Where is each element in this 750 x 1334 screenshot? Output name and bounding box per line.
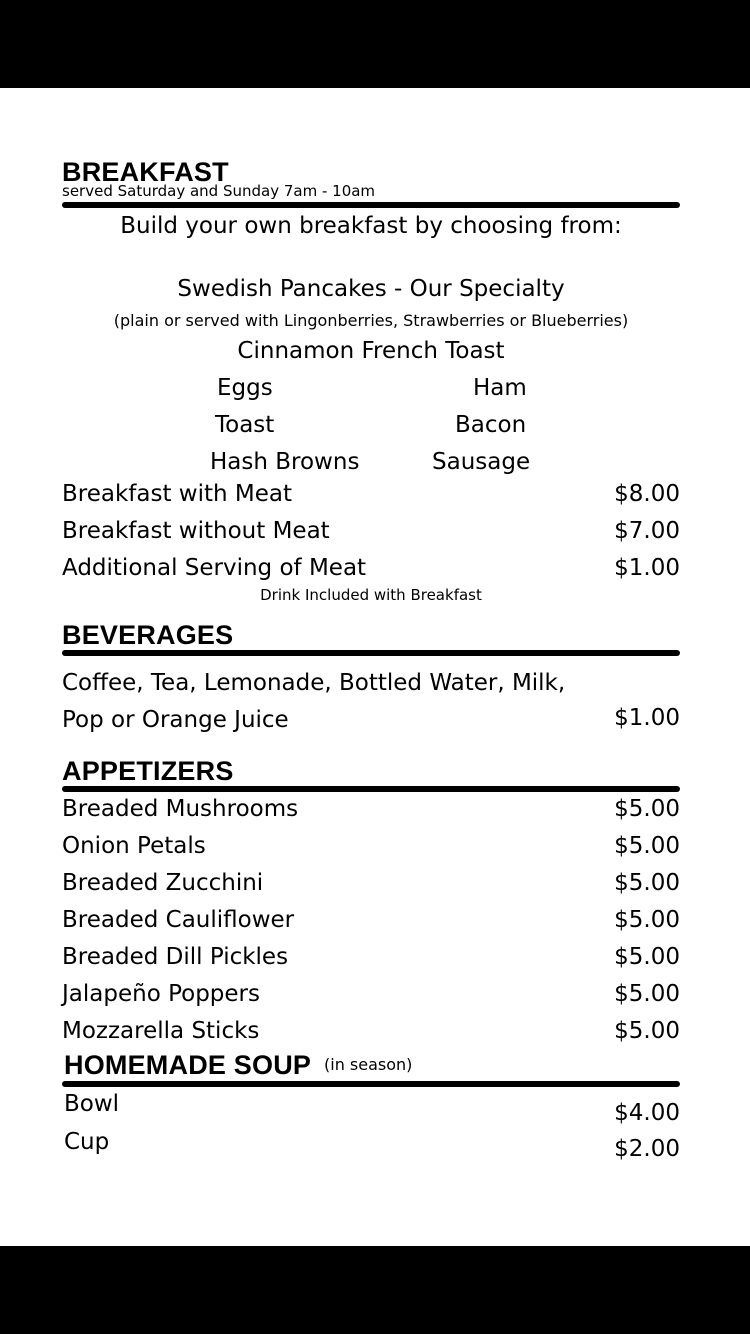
appetizer-item-name: Mozzarella Sticks [62, 1018, 260, 1044]
appetizers-title: APPETIZERS [62, 756, 234, 786]
beverages-price: $1.00 [614, 705, 680, 731]
menu-page [0, 88, 750, 1246]
breakfast-item-name: Additional Serving of Meat [62, 555, 367, 581]
pancake-options-note: (plain or served with Lingonberries, Strawberries or Blueberries) [113, 311, 629, 330]
appetizer-item-name: Breaded Cauliflower [62, 907, 295, 933]
option-bacon: Bacon [455, 412, 527, 438]
option-hash-browns: Hash Browns [210, 449, 360, 475]
appetizer-item-name: Breaded Dill Pickles [62, 944, 289, 970]
soup-item-name: Bowl [64, 1091, 120, 1117]
appetizer-item-price: $5.00 [614, 796, 680, 822]
breakfast-item-name: Breakfast without Meat [62, 518, 330, 544]
appetizer-item-name: Breaded Zucchini [62, 870, 264, 896]
breakfast-rule [62, 202, 680, 208]
beverages-list-line-1: Coffee, Tea, Lemonade, Bottled Water, Milk, [62, 670, 566, 696]
appetizer-item-price: $5.00 [614, 907, 680, 933]
homemade-soup-title: HOMEMADE SOUP [64, 1050, 312, 1080]
breakfast-served-hours: served Saturday and Sunday 7am - 10am [62, 182, 376, 200]
breakfast-item-name: Breakfast with Meat [62, 481, 293, 507]
breakfast-title: BREAKFAST [62, 157, 229, 187]
appetizer-item-price: $5.00 [614, 833, 680, 859]
breakfast-intro: Build your own breakfast by choosing from: [120, 213, 622, 239]
breakfast-item-price: $7.00 [614, 518, 680, 544]
in-season-note: (in season) [324, 1055, 413, 1074]
appetizers-rule [62, 786, 680, 792]
option-sausage: Sausage [432, 449, 531, 475]
breakfast-item-price: $1.00 [614, 555, 680, 581]
appetizer-item-name: Onion Petals [62, 833, 206, 859]
option-eggs: Eggs [217, 375, 273, 401]
soup-item-price: $4.00 [614, 1100, 680, 1126]
bottom-black-bar [0, 1246, 750, 1334]
beverages-list-line-2: Pop or Orange Juice [62, 707, 289, 733]
soup-item-name: Cup [64, 1129, 110, 1155]
appetizer-item-name: Jalapeño Poppers [62, 981, 260, 1007]
appetizer-item-price: $5.00 [614, 870, 680, 896]
appetizer-item-price: $5.00 [614, 944, 680, 970]
beverages-rule [62, 650, 680, 656]
beverages-title: BEVERAGES [62, 620, 234, 650]
cinnamon-french-toast: Cinnamon French Toast [237, 338, 505, 364]
drink-included-note: Drink Included with Breakfast [260, 586, 482, 604]
appetizer-item-price: $5.00 [614, 981, 680, 1007]
soup-item-price: $2.00 [614, 1136, 680, 1162]
appetizer-item-price: $5.00 [614, 1018, 680, 1044]
option-toast: Toast [215, 412, 275, 438]
breakfast-item-price: $8.00 [614, 481, 680, 507]
soup-rule [62, 1081, 680, 1087]
option-ham: Ham [473, 375, 527, 401]
appetizer-item-name: Breaded Mushrooms [62, 796, 299, 822]
top-black-bar [0, 0, 750, 88]
swedish-pancakes: Swedish Pancakes - Our Specialty [177, 276, 565, 302]
